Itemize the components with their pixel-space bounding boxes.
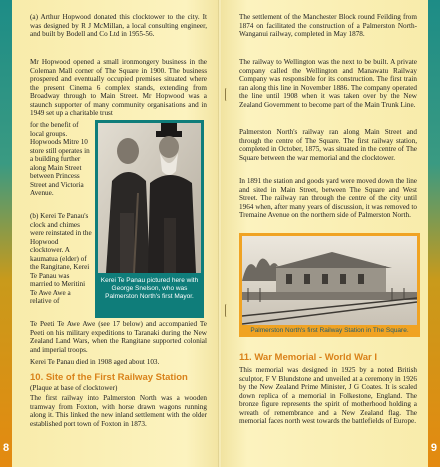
railway-photo-caption: Palmerston North's first Railway Station in The Square. bbox=[250, 327, 409, 334]
wellington-railway-paragraph: The railway to Wellington was the next to be built. A private company called the Wellington and Manawatu Railway Company was responsible for its construction. The first train ran along this line in November 1886. The company operated the line until 1908 when it was taken over by the New Zealand Government to become part of the Main Trunk Line. bbox=[239, 58, 417, 109]
right-page bbox=[221, 0, 440, 467]
binding-mark bbox=[225, 304, 228, 317]
kerei-paragraph: Te Peeti Te Awe Awe (see 17 below) and accompanied Te Peeti on his military expeditions to Taranaki during the New Zealand Land Wars, when the Rangitane supported colonial and imperial troops. bbox=[30, 320, 207, 354]
railway-photo-image bbox=[242, 236, 417, 325]
left-page bbox=[0, 0, 219, 467]
section-11-text: This memorial was designed in 1925 by a noted British sculptor, F V Blundstone and unveiled at a ceremony in 1926 by the New Zealand Prime Minister, J G Coates. It is scaled down replica of a memorial in Folkestone, England. The bronze figure represents the spirit of motherhood holding a wreath of remembrance and a New Zealand flag. The memorial faces north west towards the battlefields of Europe. bbox=[239, 366, 417, 425]
kerei-photo-image bbox=[98, 123, 201, 273]
section-10-subtitle: (Plaque at base of clocktower) bbox=[30, 384, 118, 392]
hopwood-paragraph: Mr Hopwood opened a small ironmongery business in the Coleman Mall corner of The Square in 1900. The business prospered and eventually occupied premises situated where the present Cinema 6 complex stands, extending from Broadway through to Main Street. Mr Hopwood was a staunch supporter of many community organisations and in 1949 set up a charitable trust bbox=[30, 58, 207, 117]
kerei-wrap-paragraph: (b) Kerei Te Panau's clock and chimes were reinstated in the Hopwood clocktower. A kaumatua (elder) of the Rangitane, Kerei Te Panau was married to Meritini Te Awe Awe a relative of bbox=[30, 212, 92, 305]
intro-paragraph: (a) Arthur Hopwood donated this clocktower to the city. It was designed by R J McMillan, a local consulting engineer, and built by Bodell and Co Ltd in 1955-56. bbox=[30, 13, 207, 38]
left-color-band bbox=[0, 0, 12, 467]
kerei-photo-frame bbox=[95, 120, 204, 318]
page-number-right: 9 bbox=[430, 442, 437, 454]
kerei-died-paragraph: Kerei Te Panau died in 1908 aged about 103. bbox=[30, 358, 160, 366]
kerei-photo bbox=[98, 123, 201, 273]
page-number-left: 8 bbox=[3, 442, 10, 454]
hopwood-wrap-paragraph: for the benefit of local groups. Hopwoods Mitre 10 store still operates in a building further along Main Street between Princess Street and Victoria Avenue. bbox=[30, 121, 90, 197]
feilding-paragraph: The settlement of the Manchester Block round Feilding from 1874 on facilitated the construction of a Palmerston North-Wanganui railway, completed in May 1878. bbox=[239, 13, 417, 38]
railway-photo bbox=[242, 236, 417, 325]
section-10-heading: 10. Site of the First Railway Station bbox=[30, 372, 188, 383]
section-11-heading: 11. War Memorial - World War I bbox=[239, 352, 377, 363]
section-10-text: The first railway into Palmerston North was a wooden tramway from Foxton, with horse drawn wagons running along it. This linked the new inland settlement with the older established port town of Foxton in 1873. bbox=[30, 394, 207, 428]
right-color-band bbox=[428, 0, 440, 467]
main-street-railway-paragraph: Palmerston North's railway ran along Main Street and through the centre of The Square. The first railway station, completed in October, 1875, was situated in the centre of The Square between the war memorial and the clocktower. bbox=[239, 128, 417, 162]
binding-mark bbox=[225, 88, 228, 101]
railway-photo-frame bbox=[239, 233, 420, 337]
station-moved-paragraph: In 1891 the station and goods yard were moved down the line and sited in Main Street, between The Square and West Street. The railway ran through the centre of the city until 1964 when, after many years of discussion, it was removed to Tremaine Avenue on the northern side of Palmerston North. bbox=[239, 177, 417, 219]
kerei-photo-caption: Kerei Te Panau pictured here with George Snelson, who was Palmerston North's first Mayor. bbox=[100, 277, 199, 300]
